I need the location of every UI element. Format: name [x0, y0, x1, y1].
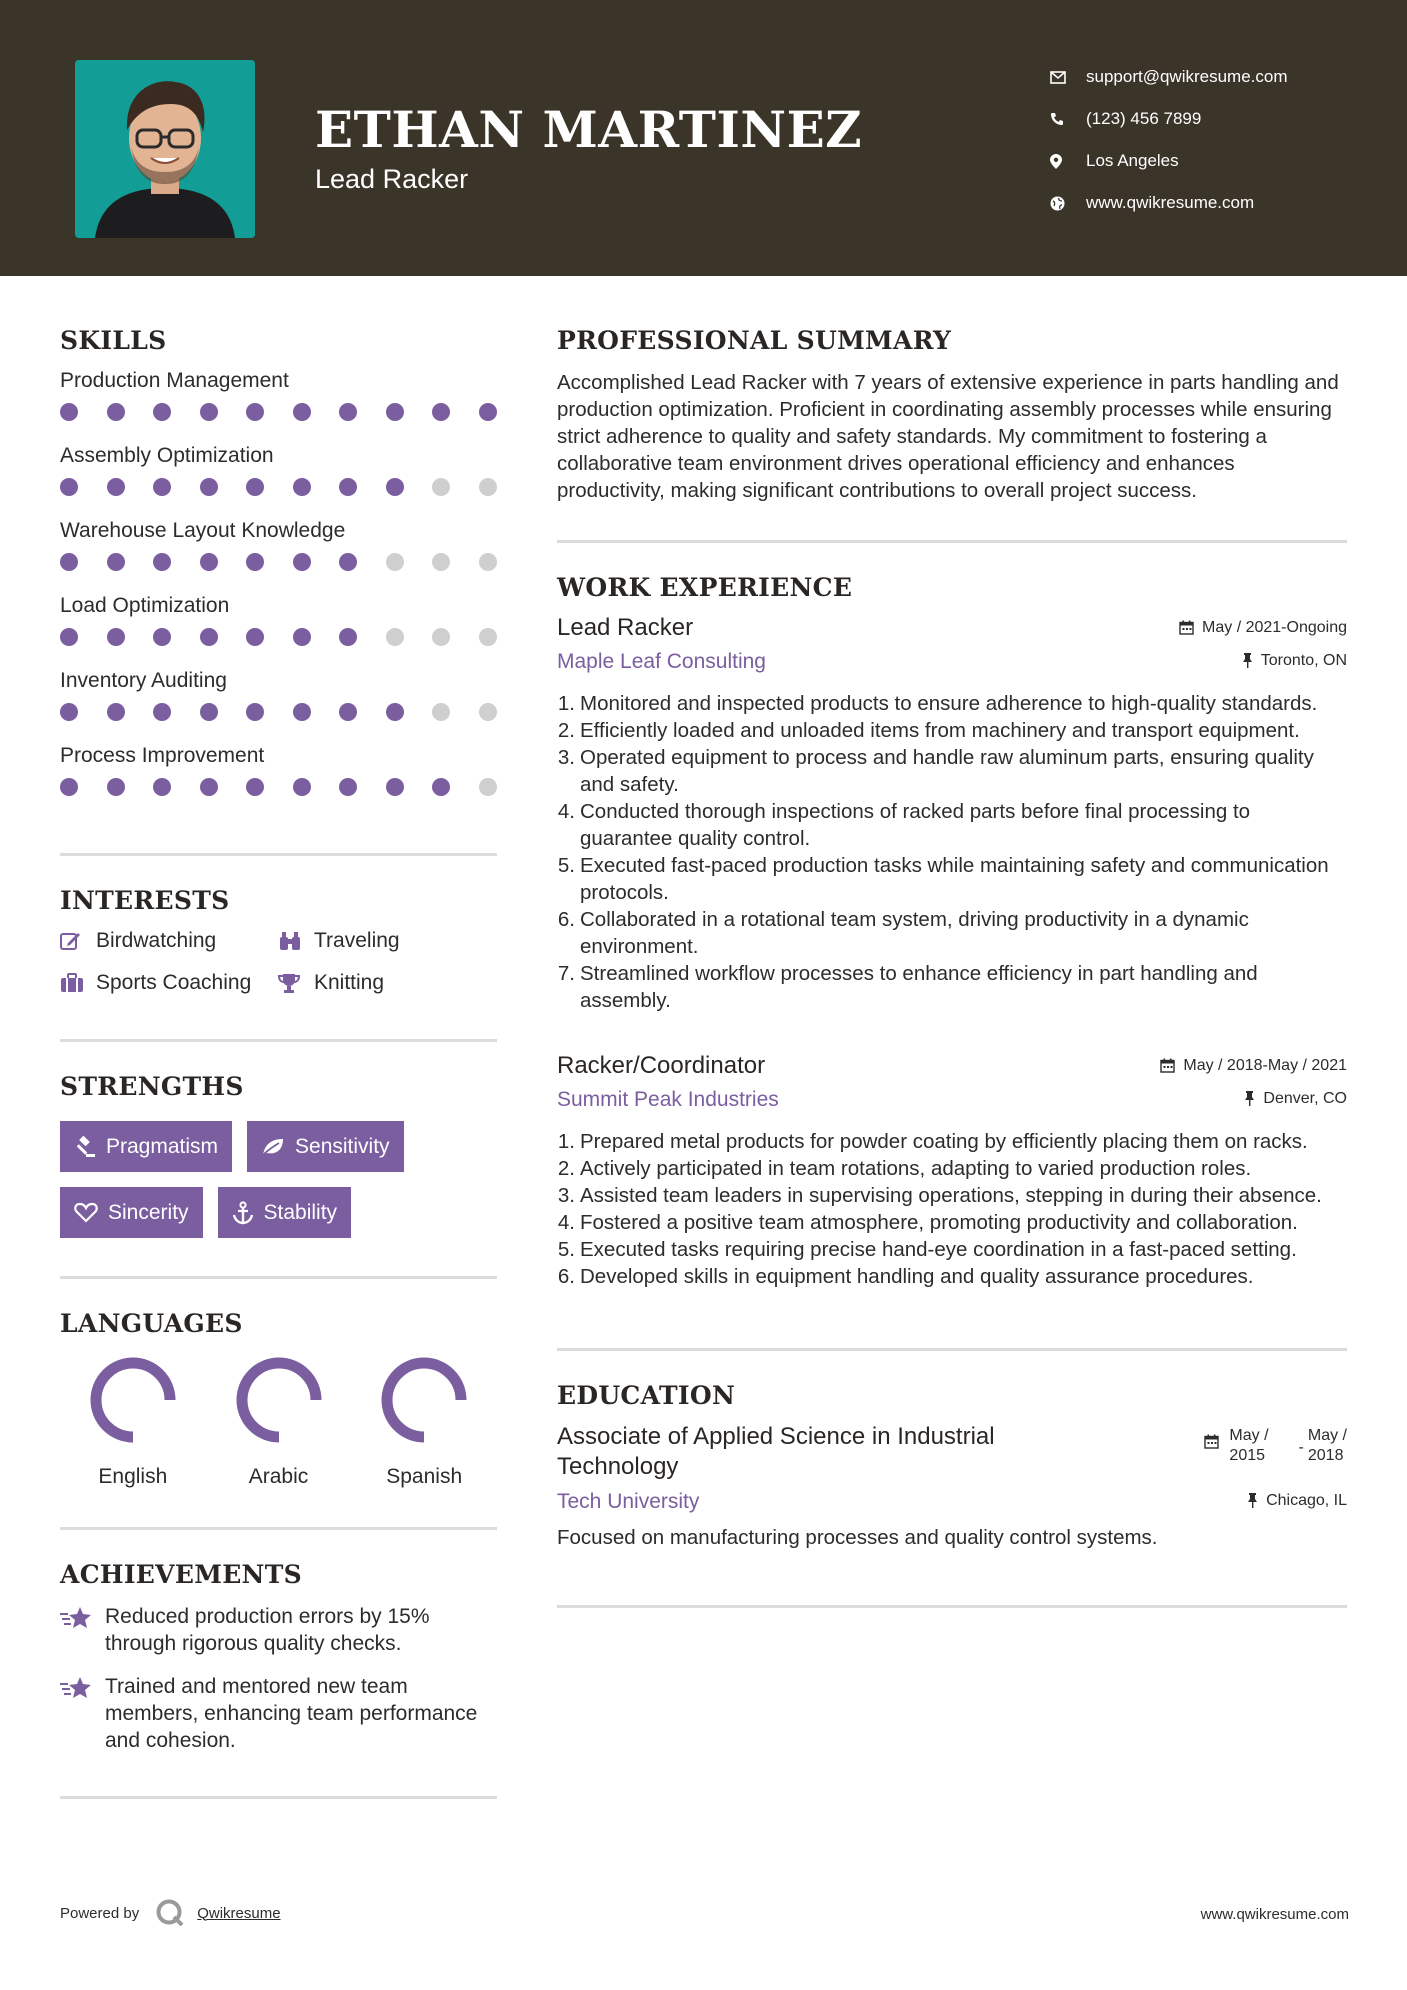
profile-photo: [75, 60, 255, 238]
languages-list: [60, 1354, 497, 1489]
rating-dot-filled: [107, 403, 125, 421]
contact-email-text[interactable]: support@qwikresume.com: [1086, 67, 1288, 86]
language-level-ring: [233, 1354, 325, 1446]
skill-rating: [60, 628, 497, 646]
leaf-icon: [261, 1137, 285, 1157]
skill-name: Process Improvement: [60, 744, 265, 767]
language-item: [60, 1354, 206, 1489]
rating-dot-filled: [107, 703, 125, 721]
avatar-illustration: [75, 60, 255, 238]
binoculars-icon: [278, 931, 314, 951]
skills-heading: SKILLS: [60, 326, 167, 355]
education-start-month: May /: [1229, 1427, 1269, 1444]
rating-dot-filled: [153, 478, 171, 496]
rating-dot-filled: [107, 478, 125, 496]
strength-label: Sensitivity: [295, 1134, 390, 1158]
qwikresume-link[interactable]: Qwikresume: [197, 1904, 281, 1922]
job-location-text: Denver, CO: [1263, 1089, 1347, 1107]
skill-item: [60, 369, 497, 421]
strength-label: Stability: [263, 1200, 338, 1224]
candidate-title: Lead Racker: [315, 164, 469, 194]
education-end-month: May /: [1307, 1427, 1347, 1444]
contact-list: [1050, 56, 1288, 224]
footer-powered-by: [60, 1898, 281, 1928]
skills-list: [60, 369, 497, 796]
strength-tag: [60, 1121, 232, 1172]
rating-dot-filled: [107, 778, 125, 796]
achievements-list: [60, 1603, 497, 1754]
skill-item: [60, 744, 497, 796]
rating-dot-filled: [246, 778, 264, 796]
rating-dot-filled: [432, 403, 450, 421]
interest-item: [278, 929, 497, 953]
skill-item: [60, 594, 497, 646]
strengths-heading: STRENGTHS: [60, 1072, 244, 1101]
job-date-text: May / 2018-May / 2021: [1183, 1056, 1347, 1074]
rating-dot-filled: [60, 778, 78, 796]
job-title: Lead Racker: [557, 614, 694, 641]
section-divider: [60, 1796, 497, 1799]
job-bullet: 2. Efficiently loaded and unloaded items from machinery and transport equipment.: [557, 719, 1300, 742]
star-icon: [60, 1603, 105, 1657]
education-location-text: Chicago, IL: [1266, 1491, 1347, 1509]
rating-dot-filled: [200, 628, 218, 646]
job-date: [1179, 619, 1347, 637]
job-entry: [557, 1052, 1347, 1290]
strength-label: Pragmatism: [106, 1134, 219, 1158]
pushpin-icon: [1244, 1091, 1255, 1106]
rating-dot-filled: [153, 628, 171, 646]
rating-dot-filled: [60, 478, 78, 496]
rating-dot-filled: [339, 403, 357, 421]
skill-item: [60, 519, 497, 571]
rating-dot-filled: [153, 553, 171, 571]
skill-rating: [60, 703, 497, 721]
achievement-item: [60, 1673, 497, 1754]
rating-dot-empty: [479, 703, 497, 721]
skill-rating: [60, 778, 497, 796]
interests-list: [60, 929, 497, 995]
rating-dot-empty: [432, 478, 450, 496]
language-item: [206, 1354, 352, 1489]
job-bullet: 5. Executed tasks requiring precise hand-eye coordination in a fast-paced setting.: [557, 1238, 1297, 1261]
rating-dot-filled: [386, 478, 404, 496]
rating-dot-empty: [432, 703, 450, 721]
rating-dot-filled: [386, 403, 404, 421]
rating-dot-filled: [246, 403, 264, 421]
skill-rating: [60, 478, 497, 496]
school-name: Tech University: [557, 1490, 700, 1513]
contact-phone: [1050, 98, 1288, 140]
rating-dot-filled: [107, 628, 125, 646]
left-column: [60, 276, 497, 1799]
right-column: [557, 276, 1347, 1608]
rating-dot-filled: [200, 703, 218, 721]
rating-dot-filled: [153, 403, 171, 421]
rating-dot-empty: [479, 553, 497, 571]
language-item: [351, 1354, 497, 1489]
qwikresume-logo-icon: [155, 1898, 185, 1928]
pencil-icon: [60, 931, 96, 951]
envelope-icon: [1050, 71, 1086, 84]
rating-dot-filled: [293, 478, 311, 496]
phone-icon: [1050, 112, 1086, 126]
rating-dot-filled: [479, 403, 497, 421]
rating-dot-empty: [479, 628, 497, 646]
achievements-heading: ACHIEVEMENTS: [60, 1560, 302, 1589]
rating-dot-filled: [246, 553, 264, 571]
rating-dot-filled: [200, 553, 218, 571]
skill-name: Production Management: [60, 369, 289, 392]
experience-heading: WORK EXPERIENCE: [557, 573, 853, 602]
language-level-arc: [96, 1363, 170, 1437]
job-bullets: [557, 1128, 1347, 1290]
rating-dot-filled: [293, 703, 311, 721]
language-level-arc: [387, 1363, 461, 1437]
rating-dot-filled: [339, 628, 357, 646]
summary-heading: PROFESSIONAL SUMMARY: [557, 326, 952, 355]
education-date: [1204, 1426, 1347, 1466]
skill-rating: [60, 553, 497, 571]
contact-phone-text[interactable]: (123) 456 7899: [1086, 109, 1202, 128]
education-end-year: 2018: [1307, 1447, 1344, 1464]
heart-icon: [74, 1202, 98, 1223]
skill-name: Load Optimization: [60, 594, 230, 617]
rating-dot-empty: [386, 628, 404, 646]
anchor-icon: [232, 1201, 254, 1225]
calendar-icon: [1160, 1058, 1175, 1073]
language-level-arc: [242, 1363, 316, 1437]
contact-location: [1050, 140, 1288, 182]
interests-heading: INTERESTS: [60, 886, 230, 915]
pushpin-icon: [1247, 1493, 1258, 1508]
education-location: [1247, 1492, 1347, 1510]
job-bullets: [557, 690, 1347, 1014]
skill-name: Assembly Optimization: [60, 444, 274, 467]
education-start-year: 2015: [1229, 1447, 1266, 1464]
rating-dot-filled: [246, 628, 264, 646]
rating-dot-filled: [293, 403, 311, 421]
powered-by-text: Powered by: [60, 1904, 140, 1922]
language-level-ring: [87, 1354, 179, 1446]
languages-heading: LANGUAGES: [60, 1309, 243, 1338]
job-date: [1160, 1057, 1347, 1075]
job-title: Racker/Coordinator: [557, 1052, 766, 1079]
interest-label: Sports Coaching: [96, 971, 252, 994]
rating-dot-empty: [479, 478, 497, 496]
skill-item: [60, 669, 497, 721]
section-divider: [557, 1605, 1347, 1608]
interest-label: Traveling: [314, 929, 400, 952]
job-date-text: May / 2021-Ongoing: [1202, 618, 1347, 636]
achievement-text: Trained and mentored new team members, enhancing team performance and cohesion.: [105, 1675, 478, 1752]
job-location-text: Toronto, ON: [1260, 651, 1347, 669]
rating-dot-filled: [293, 778, 311, 796]
footer-website[interactable]: www.qwikresume.com: [1200, 1906, 1349, 1923]
interest-label: Birdwatching: [96, 929, 217, 952]
rating-dot-empty: [432, 628, 450, 646]
language-label: Arabic: [248, 1465, 309, 1488]
strength-tag: [218, 1187, 352, 1238]
job-location: [1244, 1090, 1347, 1108]
job-bullet: 4. Conducted thorough inspections of racked parts before final processing to guarantee quality control.: [557, 800, 1251, 850]
rating-dot-filled: [339, 478, 357, 496]
trophy-icon: [278, 972, 314, 994]
job-location: [1242, 652, 1347, 670]
gavel-icon: [74, 1136, 96, 1158]
job-bullet: 6. Collaborated in a rotational team system, driving productivity in a dynamic environment.: [557, 908, 1249, 958]
rating-dot-filled: [339, 703, 357, 721]
calendar-icon: [1204, 1434, 1219, 1449]
rating-dot-filled: [60, 553, 78, 571]
job-bullet: 3. Assisted team leaders in supervising operations, stepping in during their absence.: [557, 1184, 1322, 1207]
rating-dot-filled: [432, 778, 450, 796]
contact-email: [1050, 56, 1288, 98]
resume-header: [0, 0, 1407, 276]
skill-name: Inventory Auditing: [60, 669, 227, 692]
rating-dot-filled: [107, 553, 125, 571]
education-entry: [557, 1422, 1347, 1551]
skill-item: [60, 444, 497, 496]
rating-dot-filled: [246, 478, 264, 496]
interest-item: [60, 929, 278, 953]
job-bullet: 1. Prepared metal products for powder coating by efficiently placing them on racks.: [557, 1130, 1308, 1153]
job-bullet: 3. Operated equipment to process and handle raw aluminum parts, ensuring quality and safety.: [557, 746, 1314, 796]
contact-website-text[interactable]: www.qwikresume.com: [1086, 193, 1255, 212]
contact-location-text: Los Angeles: [1086, 151, 1179, 170]
skill-rating: [60, 403, 497, 421]
job-bullet: 6. Developed skills in equipment handling and quality assurance procedures.: [557, 1265, 1254, 1288]
education-heading: EDUCATION: [557, 1381, 736, 1410]
job-bullet: 5. Executed fast-paced production tasks while maintaining safety and communication protocols.: [557, 854, 1329, 904]
rating-dot-filled: [60, 703, 78, 721]
language-label: English: [98, 1465, 168, 1488]
company-name: Summit Peak Industries: [557, 1088, 779, 1111]
job-bullet: 1. Monitored and inspected products to ensure adherence to high-quality standards.: [557, 692, 1318, 715]
contact-website: [1050, 182, 1288, 224]
strength-tag: [247, 1121, 404, 1172]
rating-dot-filled: [339, 553, 357, 571]
rating-dot-filled: [386, 703, 404, 721]
briefcase-icon: [60, 973, 96, 993]
company-name: Maple Leaf Consulting: [557, 650, 766, 673]
rating-dot-filled: [386, 778, 404, 796]
rating-dot-filled: [293, 628, 311, 646]
strength-tag: [60, 1187, 203, 1238]
summary-text: Accomplished Lead Racker with 7 years of extensive experience in parts handling and production optimization. Proficient in coordinating assembly processes while ensuring strict adherence to quality and safety standards. My commitment to fostering a collaborative team environment drives operational efficiency and enhances productivity, making significant contributions to overall project success.: [557, 371, 1339, 502]
job-bullet: 2. Actively participated in team rotations, adapting to varied production roles.: [557, 1157, 1252, 1180]
rating-dot-empty: [479, 778, 497, 796]
globe-icon: [1050, 196, 1086, 211]
achievement-item: [60, 1603, 497, 1657]
rating-dot-filled: [200, 478, 218, 496]
strengths-list: [60, 1121, 497, 1238]
calendar-icon: [1179, 620, 1194, 635]
rating-dot-filled: [246, 703, 264, 721]
rating-dot-filled: [153, 778, 171, 796]
interest-label: Knitting: [314, 971, 385, 994]
rating-dot-filled: [293, 553, 311, 571]
rating-dot-empty: [386, 553, 404, 571]
strength-label: Sincerity: [108, 1200, 189, 1224]
skill-name: Warehouse Layout Knowledge: [60, 519, 346, 542]
degree-title: Associate of Applied Science in Industrial Technology: [557, 1423, 995, 1480]
location-pin-icon: [1050, 154, 1086, 169]
education-description: Focused on manufacturing processes and quality control systems.: [557, 1526, 1158, 1549]
interest-item: [60, 971, 278, 995]
achievement-text: Reduced production errors by 15% through rigorous quality checks.: [105, 1605, 430, 1655]
education-date-separator: -: [1298, 1439, 1304, 1456]
rating-dot-filled: [200, 778, 218, 796]
rating-dot-filled: [60, 628, 78, 646]
interest-item: [278, 971, 497, 995]
language-level-ring: [378, 1354, 470, 1446]
rating-dot-filled: [153, 703, 171, 721]
rating-dot-filled: [200, 403, 218, 421]
job-entry: [557, 614, 1347, 1014]
job-bullet: 7. Streamlined workflow processes to enhance efficiency in part handling and assembly.: [557, 962, 1258, 1012]
star-icon: [60, 1673, 105, 1754]
rating-dot-filled: [339, 778, 357, 796]
candidate-name: ETHAN MARTINEZ: [315, 100, 863, 159]
pushpin-icon: [1242, 653, 1253, 668]
rating-dot-filled: [60, 403, 78, 421]
job-bullet: 4. Fostered a positive team atmosphere, promoting productivity and collaboration.: [557, 1211, 1298, 1234]
language-label: Spanish: [386, 1465, 463, 1488]
rating-dot-empty: [432, 553, 450, 571]
